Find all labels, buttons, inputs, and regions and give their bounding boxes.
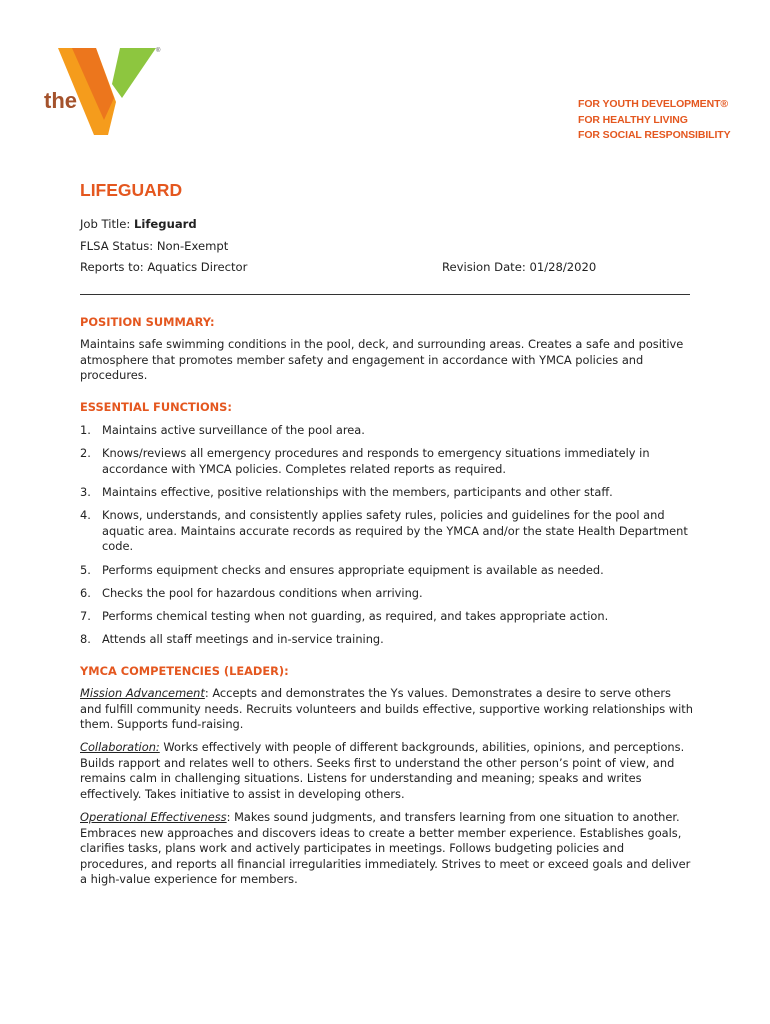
tagline-health: FOR HEALTHY LIVING [578, 113, 688, 126]
competency-text: Works effectively with people of different backgrounds, abilities, opinions, and perceptions. Builds rapport and relates well to others. Seeks first to understand the other person’s point of view, and remains calm in challenging situations. Listens for understanding and meaning; speaks and writes effectively. Takes initiative to assist in developing others. [80, 740, 685, 801]
job-title-label: Job Title: [80, 217, 134, 231]
competency-text: Makes sound judgments, and transfers learning from one situation to another. Embraces new approaches and discovers ideas to create a better member experience. Establishes goals, clarifies tasks, plans work and actively participates in meetings. Follows budgeting policies and procedures, and reports all financial irregularities immediately. Strives to meet or exceed goals and deliver a high-value experience for members. [80, 810, 691, 887]
tagline-youth: FOR YOUTH DEVELOPMENT® [578, 98, 729, 110]
function-text: Performs equipment checks and ensures appropriate equipment is available as needed. [102, 563, 604, 577]
function-item [80, 485, 695, 501]
function-item [80, 446, 695, 477]
reports-to: Reports to: Aquatics Director [80, 260, 248, 274]
function-number: 4. [80, 508, 91, 522]
competency-collaboration [80, 740, 695, 802]
function-text: Maintains active surveillance of the pool area. [102, 423, 365, 437]
function-item [80, 508, 695, 555]
function-item [80, 586, 695, 602]
job-title-value: Lifeguard [134, 217, 197, 231]
function-text: Attends all staff meetings and in-service training. [102, 632, 384, 646]
divider [80, 294, 690, 295]
position-summary-text: Maintains safe swimming conditions in the pool, deck, and surrounding areas. Creates a safe and positive atmosphere that promotes member safety and engagement in accordance with YMCA policies and procedures. [80, 337, 684, 383]
function-text: Maintains effective, positive relationships with the members, participants and other staff. [102, 485, 613, 499]
document-title: LIFEGUARD [80, 180, 183, 200]
brand-taglines [578, 97, 731, 144]
function-text: Knows/reviews all emergency procedures and responds to emergency situations immediately in accordance with YMCA policies. Completes related reports as required. [102, 446, 650, 476]
function-number: 1. [80, 423, 91, 437]
function-number: 6. [80, 586, 91, 600]
essential-functions-heading: ESSENTIAL FUNCTIONS: [80, 400, 232, 414]
function-item [80, 563, 695, 579]
ymca-logo-mark [38, 40, 168, 150]
competency-term: Operational Effectiveness [80, 810, 227, 824]
function-item [80, 632, 695, 648]
svg-text:®: ® [156, 48, 161, 54]
competency-separator: : [226, 810, 235, 824]
position-summary-heading: POSITION SUMMARY: [80, 315, 215, 329]
competency-operational-effectiveness [80, 810, 695, 888]
function-number: 3. [80, 485, 91, 499]
tagline-social: FOR SOCIAL RESPONSIBILITY [578, 129, 731, 141]
function-number: 7. [80, 609, 91, 623]
function-number: 2. [80, 446, 91, 460]
function-number: 5. [80, 563, 91, 577]
logo-the-text: the [44, 88, 77, 113]
function-text: Performs chemical testing when not guarding, as required, and takes appropriate action. [102, 609, 609, 623]
job-title-line [80, 217, 197, 231]
flsa-status: FLSA Status: Non-Exempt [80, 239, 229, 253]
competency-text: Accepts and demonstrates the Ys values. Demonstrates a desire to serve others and fulfill community needs. Recruits volunteers and builds effective, supportive working relationships with them. Supports fund-raising. [80, 686, 693, 732]
function-item [80, 609, 695, 625]
function-text: Checks the pool for hazardous conditions when arriving. [102, 586, 423, 600]
competencies-heading: YMCA COMPETENCIES (LEADER): [80, 664, 289, 678]
competency-mission-advancement [80, 686, 695, 733]
logo-ymca-text: YMCA [111, 118, 129, 140]
competency-separator: : [204, 686, 213, 700]
competency-term: Collaboration: [80, 740, 160, 754]
competency-term: Mission Advancement [80, 686, 205, 700]
revision-date: Revision Date: 01/28/2020 [442, 260, 597, 274]
function-number: 8. [80, 632, 91, 646]
ymca-logo [38, 40, 168, 150]
function-text: Knows, understands, and consistently applies safety rules, policies and guidelines for the pool and aquatic area. Maintains accurate records as required by the YMCA and/or the state Health Department code. [102, 508, 688, 554]
function-item [80, 423, 695, 439]
